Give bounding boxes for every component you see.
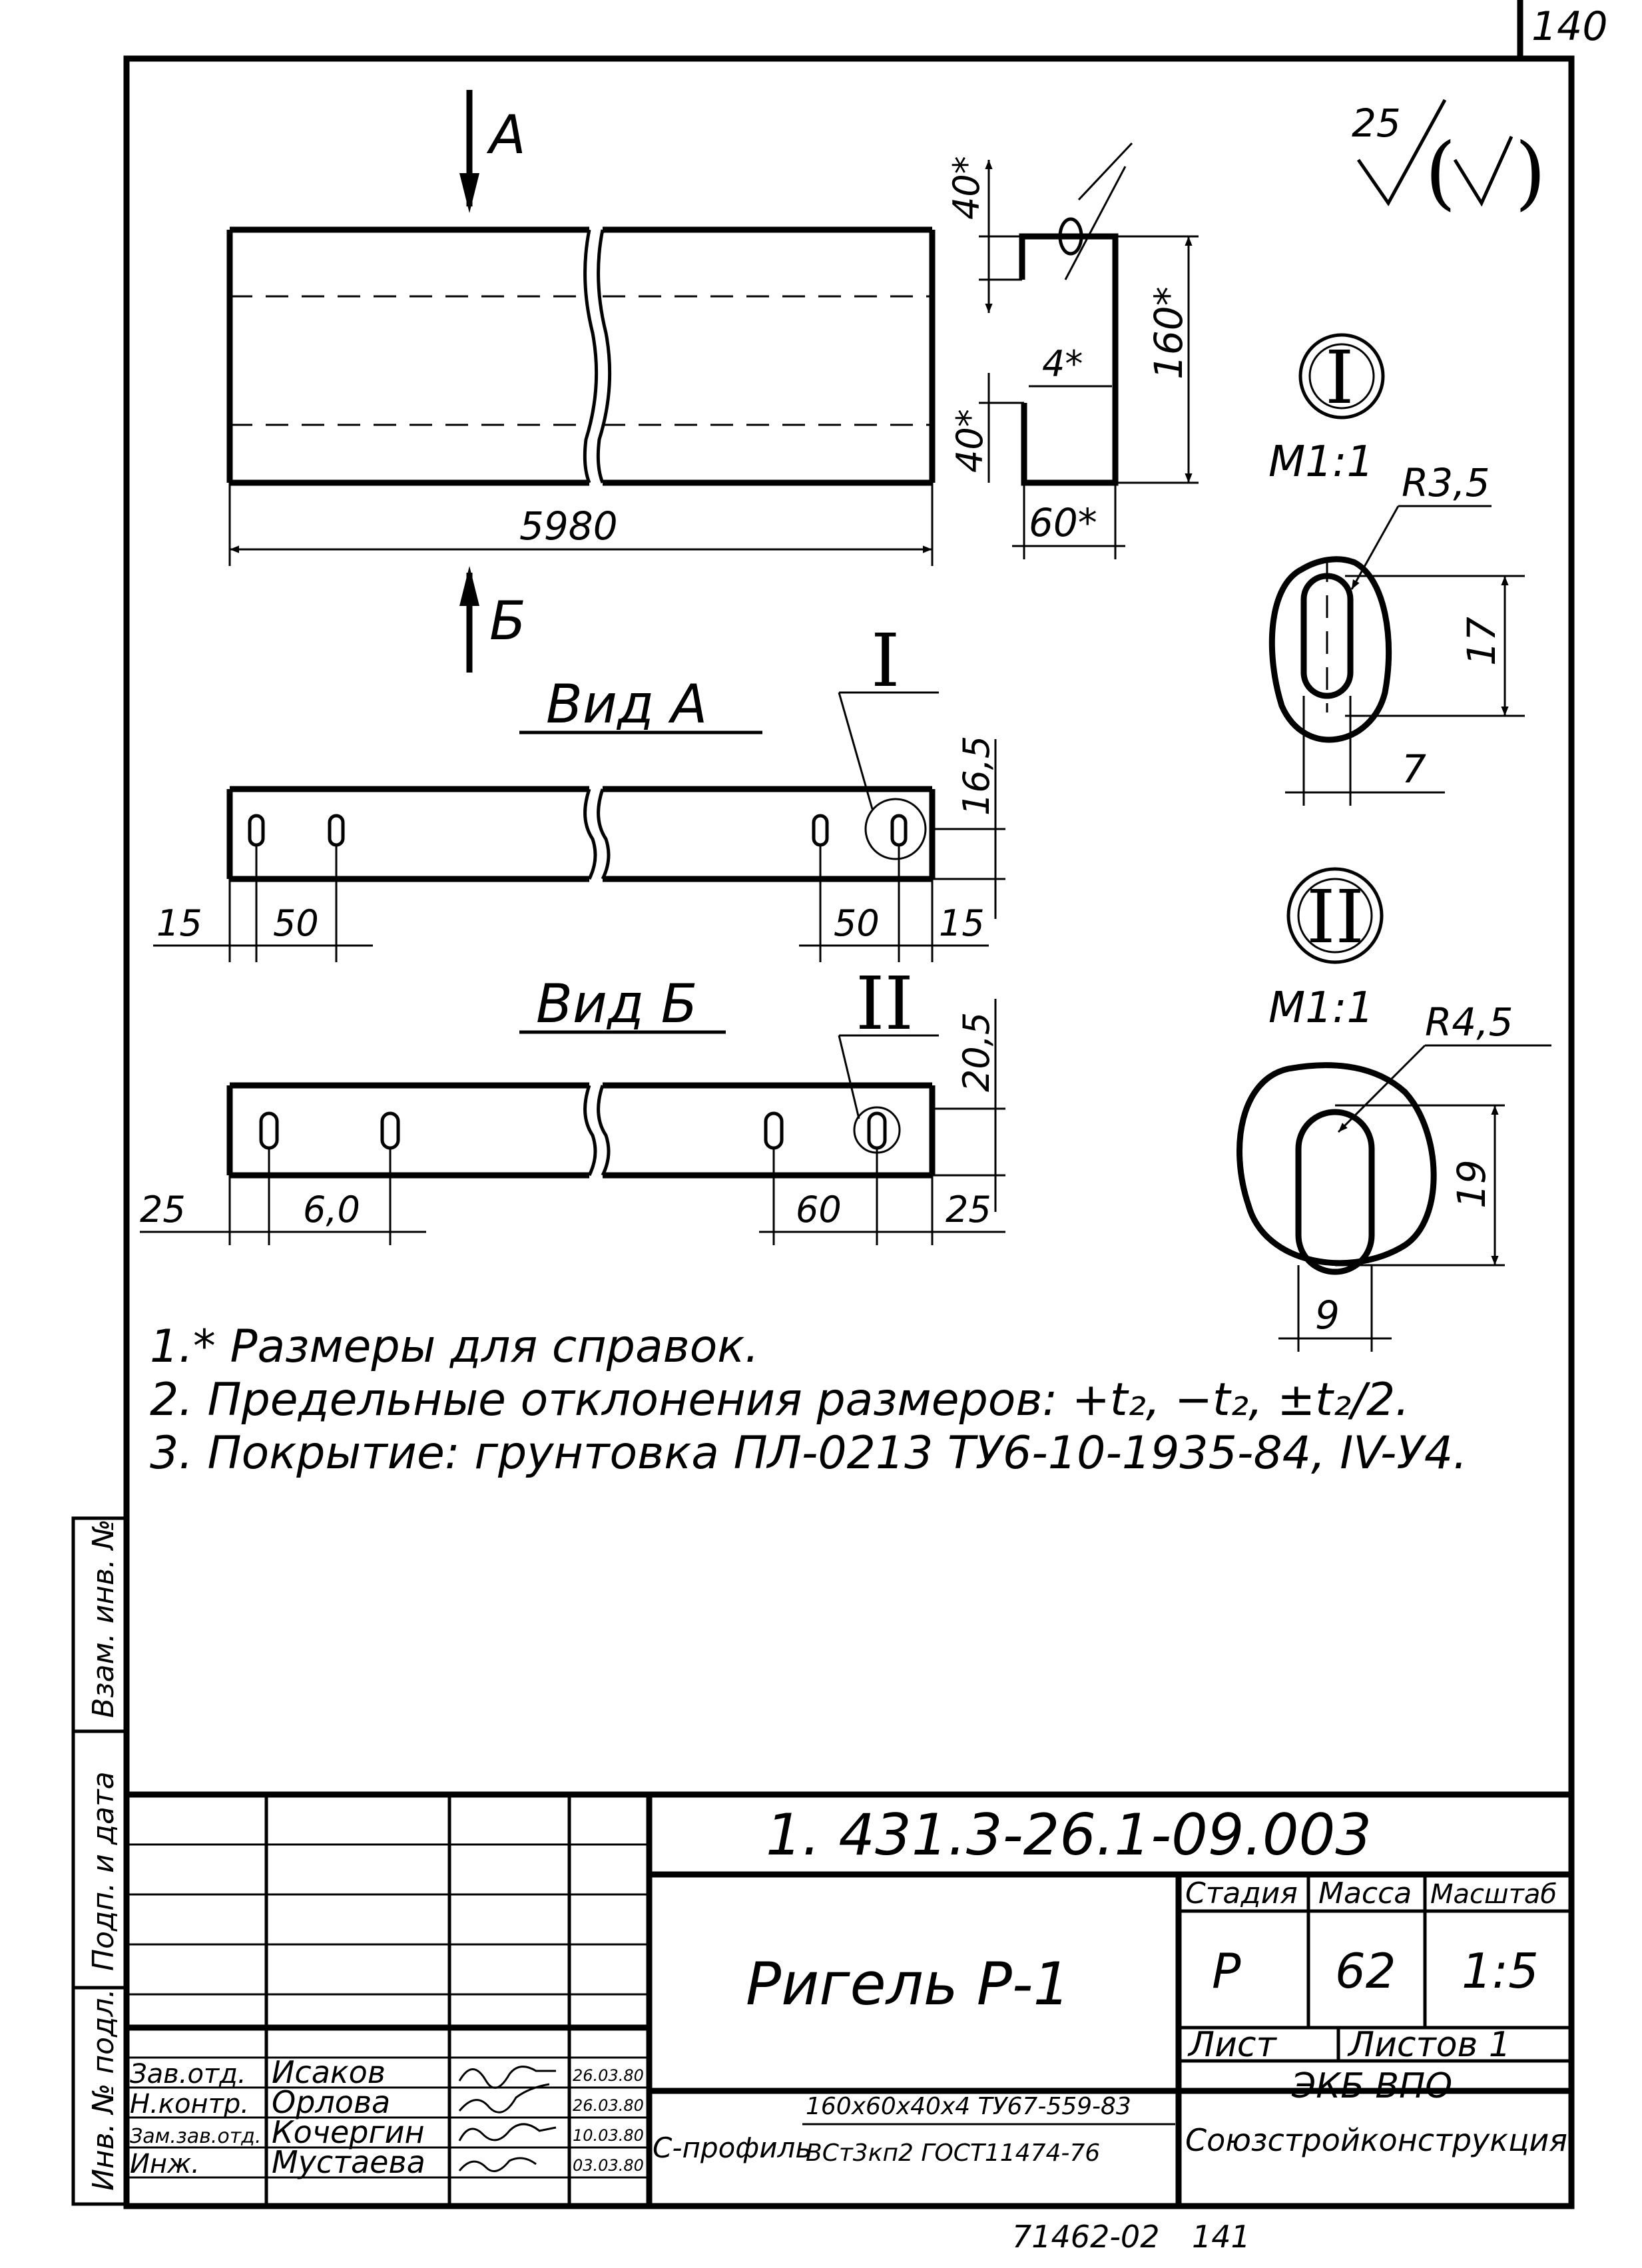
sign-date-4: 03.03.80 <box>573 2156 644 2175</box>
sheet-label: Лист <box>1189 2025 1276 2065</box>
sign-name-1: Исаков <box>272 2054 386 2090</box>
view-a-dim-left-pitch: 50 <box>273 902 319 944</box>
view-a-edge-offset: 16,5 <box>956 735 997 816</box>
sign-name-4: Мустаева <box>272 2144 425 2180</box>
section-label-a: A <box>489 104 526 166</box>
material-prefix: С-профиль <box>653 2131 812 2164</box>
detail-2-radius: R4,5 <box>1425 999 1513 1045</box>
detail-2-length: 19 <box>1449 1159 1494 1209</box>
view-a-dim-right-pitch: 50 <box>834 902 880 944</box>
view-a-dim-right-edge: 15 <box>939 902 985 944</box>
section-arrow-a <box>459 90 526 213</box>
note-3: 3. Покрытие: грунтовка ПЛ-0213 ТУ6-10-1935-84, IV-У4. <box>150 1427 1468 1480</box>
signature-3 <box>459 2124 556 2141</box>
view-b <box>140 961 1005 1245</box>
sheets-label: Листов 1 <box>1348 2025 1511 2065</box>
org-line-1: ЭКБ ВПО <box>1292 2066 1453 2106</box>
mass-value: 62 <box>1335 1943 1396 1999</box>
stage-value: Р <box>1212 1943 1241 1999</box>
view-b-dim-right-pitch: 60 <box>796 1189 842 1231</box>
stage-header: Стадия <box>1185 1876 1298 1910</box>
detail-1 <box>1268 335 1525 806</box>
mass-header: Масса <box>1318 1876 1412 1910</box>
title-block <box>127 1795 1571 2206</box>
sign-name-2: Орлова <box>272 2084 391 2120</box>
sign-role-4: Инж. <box>130 2149 200 2179</box>
sign-role-3: Зам.зав.отд. <box>130 2125 262 2148</box>
detail-1-mark: I <box>1325 335 1354 420</box>
dim-flange: 40* <box>946 156 987 220</box>
roughness-bracket-close: ) <box>1515 127 1546 219</box>
view-a-callout: I <box>871 618 900 703</box>
view-b-dim-right-edge: 25 <box>946 1189 991 1231</box>
sheet-number: 140 <box>1531 3 1608 50</box>
detail-2-width: 9 <box>1315 1292 1340 1338</box>
dim-thickness: 4* <box>1042 343 1083 385</box>
roughness-sign <box>1352 100 1546 219</box>
roughness-value: 25 <box>1352 101 1401 146</box>
detail-2-scale: М1:1 <box>1268 984 1374 1033</box>
side-label-sign: Подп. и дата <box>87 1771 121 1971</box>
view-b-dim-left-pitch: 6,0 <box>303 1189 360 1231</box>
detail-2-mark: II <box>1306 874 1364 960</box>
title-part-name: Ригель Р-1 <box>746 1950 1071 2018</box>
view-b-callout: II <box>856 961 914 1046</box>
section-label-b: Б <box>489 590 526 652</box>
material-top: 160х60х40х4 ТУ67-559-83 <box>806 2093 1131 2120</box>
view-a-dim-left-edge: 15 <box>156 902 202 944</box>
view-a <box>153 618 1005 962</box>
view-b-title: Вид Б <box>536 973 698 1035</box>
detail-2 <box>1240 869 1552 1352</box>
view-b-edge-offset: 20,5 <box>956 1011 997 1092</box>
detail-1-scale: М1:1 <box>1268 437 1374 487</box>
view-b-dim-left-edge: 25 <box>140 1189 186 1231</box>
footer-sheet: 141 <box>1192 2219 1250 2255</box>
sign-date-3: 10.03.80 <box>573 2126 644 2145</box>
scale-header: Масштаб <box>1430 1879 1557 1910</box>
section-arrow-b <box>459 566 526 673</box>
sign-date-1: 26.03.80 <box>573 2066 644 2085</box>
dim-width: 60* <box>1029 500 1097 545</box>
footer-code: 71462-02 <box>1012 2219 1160 2255</box>
material-bottom: ВСт3кп2 ГОСТ11474-76 <box>806 2139 1101 2167</box>
notes <box>150 1320 1468 1480</box>
sign-name-3: Кочергин <box>272 2114 425 2150</box>
dim-lip: 40* <box>949 409 991 473</box>
signature-4 <box>459 2158 536 2171</box>
title-designation: 1. 431.3-26.1-09.003 <box>766 1802 1372 1868</box>
sign-role-2: Н.контр. <box>130 2089 249 2120</box>
sign-role-1: Зав.отд. <box>130 2059 246 2090</box>
view-a-title: Вид А <box>546 673 708 735</box>
org-line-2: Союзстройконструкция <box>1185 2122 1567 2158</box>
profile-section <box>946 143 1199 559</box>
note-1: 1.* Размеры для справок. <box>150 1320 759 1373</box>
sign-date-2: 26.03.80 <box>573 2096 644 2115</box>
note-2: 2. Предельные отклонения размеров: +t₂, −t₂, ±t₂/2. <box>150 1374 1410 1426</box>
detail-1-radius: R3,5 <box>1402 460 1490 505</box>
scale-value: 1:5 <box>1462 1943 1539 1999</box>
detail-1-length: 17 <box>1459 617 1504 666</box>
side-label-inv: Инв. № подл. <box>87 1988 121 2191</box>
beam-main-view <box>230 230 932 566</box>
detail-1-width: 7 <box>1402 746 1426 792</box>
dim-length: 5980 <box>519 503 618 549</box>
roughness-bracket-open: ( <box>1425 127 1456 219</box>
side-label-repl: Взам. инв. № <box>87 1519 121 1718</box>
dim-height: 160* <box>1146 286 1191 380</box>
signature-1 <box>459 2067 556 2088</box>
